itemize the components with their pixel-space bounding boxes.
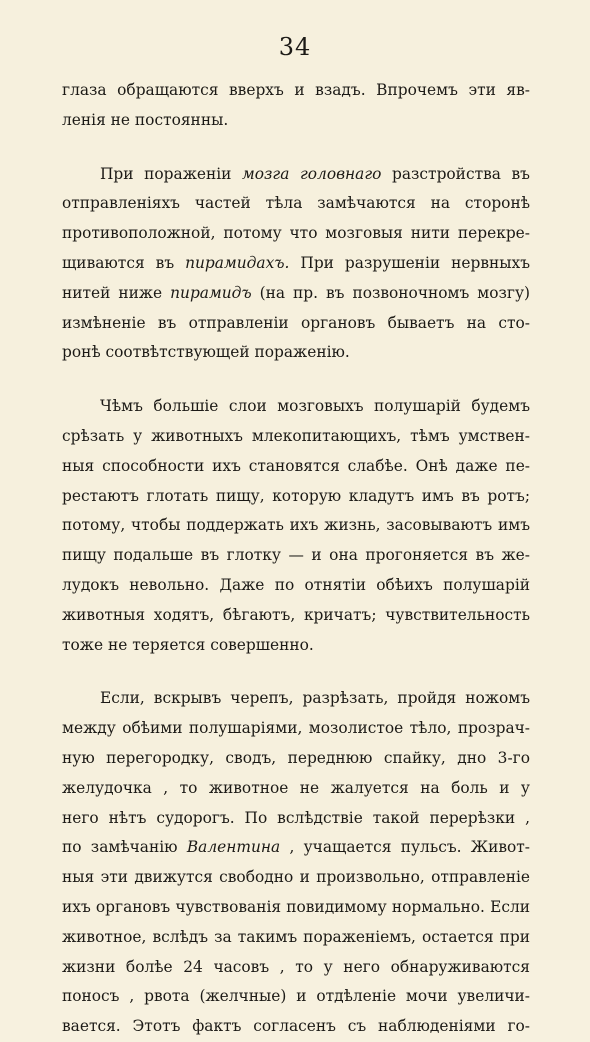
text-segment: животныя ходятъ, бѣгаютъ, кричатъ; чувствительность bbox=[62, 605, 530, 624]
text-line bbox=[62, 571, 530, 601]
text-segment: вается. Этотъ фактъ согласенъ съ наблюденіями го- bbox=[62, 1017, 530, 1036]
text-line bbox=[62, 160, 530, 190]
text-line bbox=[62, 631, 530, 661]
paragraph bbox=[62, 160, 530, 369]
text-segment: рестаютъ глотать пищу, которую кладутъ имъ въ ротъ; bbox=[62, 486, 530, 505]
paragraph bbox=[62, 76, 530, 136]
text-segment: противоположной, потому что мозговыя нити перекре- bbox=[62, 224, 530, 243]
text-line bbox=[62, 338, 530, 368]
text-segment: ныя эти движутся свободно и произвольно, отправленіе bbox=[62, 868, 530, 887]
text-line bbox=[62, 804, 530, 834]
text-line bbox=[62, 863, 530, 893]
italic-text-segment: Валентина bbox=[186, 838, 281, 857]
page-number: 34 bbox=[278, 33, 312, 61]
text-line bbox=[62, 982, 530, 1012]
text-line bbox=[62, 541, 530, 571]
text-segment: срѣзать у животныхъ млекопитающихъ, тѣмъ умствен- bbox=[62, 426, 530, 445]
text-segment: глаза обращаются вверхъ и взадъ. Впрочемъ эти яв- bbox=[62, 81, 530, 99]
italic-text-segment: мозга головнаго bbox=[242, 164, 382, 183]
text-segment: (на пр. въ позвоночномъ мозгу) bbox=[251, 283, 530, 302]
text-segment: ихъ органовъ чувствованія повидимому нормально. Если bbox=[62, 897, 530, 916]
paragraph bbox=[62, 392, 530, 660]
text-segment: жизни болѣе 24 часовъ , то у него обнаруживаются bbox=[62, 957, 530, 976]
text-line bbox=[62, 601, 530, 631]
body-text bbox=[62, 76, 530, 1042]
text-segment: ную перегородку, сводъ, переднюю спайку, дно 3-го bbox=[62, 748, 530, 767]
text-segment: При разрушеніи нервныхъ bbox=[289, 253, 530, 272]
text-line bbox=[62, 189, 530, 219]
text-line bbox=[62, 833, 530, 863]
text-segment: отправленіяхъ частей тѣла замѣчаются на сторонѣ bbox=[62, 194, 530, 213]
text-segment: лудокъ невольно. Даже по отнятіи обѣихъ полушарій bbox=[62, 575, 530, 594]
text-segment: между обѣими полушаріями, мозолистое тѣло, прозрач- bbox=[62, 719, 530, 738]
text-line bbox=[62, 511, 530, 541]
text-line bbox=[62, 452, 530, 482]
text-segment: ныя способности ихъ становятся слабѣе. Онѣ даже пе- bbox=[62, 456, 530, 475]
text-segment: ленія не постоянны. bbox=[62, 110, 229, 129]
text-line bbox=[62, 774, 530, 804]
text-line bbox=[62, 1012, 530, 1042]
text-line bbox=[62, 893, 530, 923]
text-segment: ронѣ соотвѣтствующей пораженію. bbox=[62, 343, 350, 362]
text-segment: желудочка , то животное не жалуется на боль и у bbox=[62, 778, 530, 797]
text-segment: Если, вскрывъ черепъ, разрѣзать, пройдя ножомъ bbox=[100, 689, 530, 708]
text-line bbox=[62, 422, 530, 452]
text-segment: При пораженіи bbox=[100, 164, 242, 183]
text-line bbox=[62, 684, 530, 714]
text-line bbox=[62, 249, 530, 279]
paragraph bbox=[62, 684, 530, 1042]
text-line bbox=[62, 309, 530, 339]
text-line bbox=[62, 714, 530, 744]
italic-text-segment: пирамидъ bbox=[170, 283, 252, 302]
text-segment: животное, вслѣдъ за такимъ пораженіемъ, остается при bbox=[62, 927, 530, 946]
text-line bbox=[62, 76, 530, 106]
text-line bbox=[62, 744, 530, 774]
text-line bbox=[62, 219, 530, 249]
text-line bbox=[62, 279, 530, 309]
text-segment: потому, чтобы поддержать ихъ жизнь, засовываютъ имъ bbox=[62, 516, 530, 535]
text-line bbox=[62, 106, 530, 136]
text-segment: по замѣчанію bbox=[62, 838, 187, 857]
text-segment: , учащается пульсъ. Живот- bbox=[280, 838, 530, 857]
text-line bbox=[62, 482, 530, 512]
italic-text-segment: пирамидахъ. bbox=[185, 253, 290, 272]
text-line bbox=[62, 392, 530, 422]
text-segment: пищу подальше въ глотку — и она прогоняется въ же- bbox=[62, 546, 530, 565]
text-segment: нитей ниже bbox=[62, 283, 171, 302]
text-segment: измѣненіе въ отправленіи органовъ бываетъ на сто- bbox=[62, 313, 530, 332]
text-segment: него нѣтъ судорогъ. По вслѣдствіе такой перерѣзки , bbox=[62, 808, 530, 827]
text-line bbox=[62, 953, 530, 983]
text-segment: Чѣмъ большіе слои мозговыхъ полушарій будемъ bbox=[100, 397, 530, 416]
text-segment: разстройства въ bbox=[381, 164, 530, 183]
text-segment: поносъ , рвота (желчные) и отдѣленіе мочи увеличи- bbox=[62, 987, 530, 1006]
text-line bbox=[62, 923, 530, 953]
text-segment: щиваются въ bbox=[62, 253, 186, 272]
text-segment: тоже не теряется совершенно. bbox=[62, 635, 314, 654]
